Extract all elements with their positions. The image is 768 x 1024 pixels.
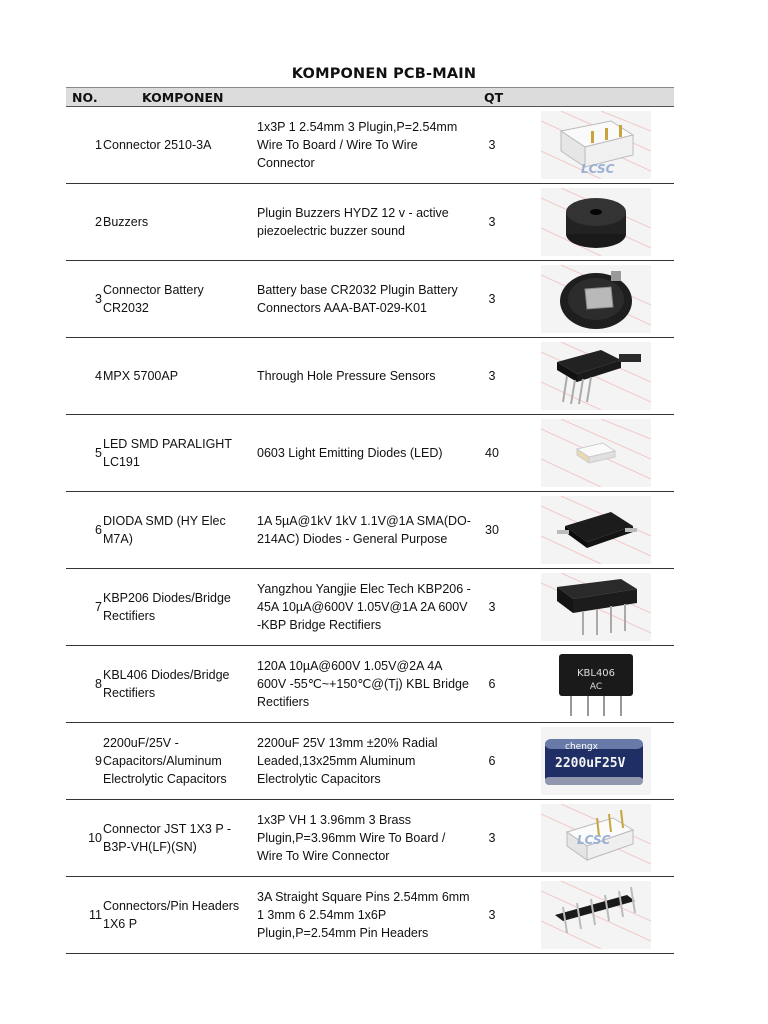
table-row (66, 800, 674, 877)
row-number: 5 (95, 446, 102, 460)
table-header (66, 87, 674, 107)
white-3pin-connector-icon (536, 107, 656, 183)
component-description: Through Hole Pressure Sensors (257, 369, 436, 383)
component-qty: 40 (485, 446, 499, 460)
component-qty: 3 (488, 292, 496, 306)
row-number: 10 (88, 831, 102, 845)
table-row (66, 646, 674, 723)
component-description: 0603 Light Emitting Diodes (LED) (257, 446, 443, 460)
component-name: LED SMD PARALIGHT LC191 (103, 437, 232, 469)
table-row (66, 184, 674, 261)
row-number: 11 (89, 908, 102, 922)
row-number: 2 (95, 215, 102, 229)
header-komponen: KOMPONEN (142, 90, 224, 105)
header-qt: QT (484, 90, 504, 105)
component-name: Connector Battery CR2032 (103, 283, 204, 315)
component-description: 1A 5µA@1kV 1kV 1.1V@1A SMA(DO-214AC) Diodes - General Purpose (257, 514, 471, 546)
component-qty: 3 (488, 831, 496, 845)
lcsc-watermark: LCSC (581, 162, 615, 176)
component-qty: 6 (488, 677, 496, 691)
table-row (66, 107, 674, 184)
black-buzzer-icon (536, 184, 656, 260)
component-qty: 30 (485, 523, 499, 537)
component-description: 120A 10µA@600V 1.05V@2A 4A 600V -55℃~+150℃@(Tj) KBL Bridge Rectifiers (257, 659, 469, 709)
kbl-bridge-rectifier-icon (536, 646, 656, 722)
table-row (66, 723, 674, 800)
component-description: Plugin Buzzers HYDZ 12 v - active piezoelectric buzzer sound (257, 206, 449, 238)
component-name: MPX 5700AP (103, 369, 179, 383)
component-name: Connector 2510-3A (103, 138, 212, 152)
row-number: 1 (95, 138, 102, 152)
component-name: Buzzers (103, 215, 149, 229)
row-number: 4 (95, 369, 102, 383)
row-number: 6 (95, 523, 102, 537)
pin-header-icon (536, 877, 656, 953)
table-row (66, 261, 674, 338)
component-description: 2200uF 25V 13mm ±20% Radial Leaded,13x25mm Aluminum Electrolytic Capacitors (257, 736, 438, 786)
jst-connector-icon (536, 800, 656, 876)
component-qty: 3 (488, 600, 496, 614)
component-name: KBP206 Diodes/Bridge Rectifiers (103, 591, 231, 623)
component-qty: 3 (488, 369, 496, 383)
component-description: 3A Straight Square Pins 2.54mm 6mm 1 3mm 6 2.54mm 1x6P Plugin,P=2.54mm Pin Headers (257, 890, 470, 940)
electrolytic-capacitor-icon (536, 723, 656, 799)
component-name: KBL406 Diodes/Bridge Rectifiers (103, 668, 230, 700)
coin-battery-holder-icon (536, 261, 656, 337)
component-qty: 3 (488, 908, 496, 922)
page-title: KOMPONEN PCB-MAIN (291, 66, 477, 82)
component-description: Yangzhou Yangjie Elec Tech KBP206 - 45A 10µA@600V 1.05V@1A 2A 600V -KBP Bridge Rectifiers (257, 582, 471, 632)
row-number: 7 (95, 600, 102, 614)
lcsc-watermark: LCSC (577, 833, 611, 847)
ac-label: AC (589, 682, 603, 692)
table-row (66, 415, 674, 492)
component-name: Connector JST 1X3 P - B3P-VH(LF)(SN) (103, 822, 232, 854)
capacitor-value: 2200uF25V (555, 756, 626, 771)
component-name: Connectors/Pin Headers 1X6 P (103, 899, 240, 931)
row-number: 8 (95, 677, 102, 691)
table-row (66, 877, 674, 954)
component-description: Battery base CR2032 Plugin Battery Connectors AAA-BAT-029-K01 (257, 283, 458, 315)
component-name: DIODA SMD (HY Elec M7A) (103, 514, 226, 546)
component-qty: 6 (488, 754, 496, 768)
table-row (66, 569, 674, 646)
smd-led-icon (536, 415, 656, 491)
smd-diode-icon (536, 492, 656, 568)
capacitor-brand: chengx (565, 742, 598, 752)
component-qty: 3 (488, 215, 496, 229)
table-row (66, 338, 674, 415)
table-row (66, 492, 674, 569)
header-no: NO. (72, 90, 98, 105)
row-number: 3 (95, 292, 102, 306)
component-qty: 3 (488, 138, 496, 152)
kbp-bridge-rectifier-icon (536, 569, 656, 645)
kbl-label: KBL406 (576, 668, 616, 679)
pressure-sensor-icon (536, 338, 656, 414)
component-description: 1x3P VH 1 3.96mm 3 Brass Plugin,P=3.96mm Wire To Board / Wire To Wire Connector (257, 813, 446, 863)
row-number: 9 (95, 754, 102, 768)
component-name: 2200uF/25V - Capacitors/Aluminum Electrolytic Capacitors (103, 736, 227, 786)
component-description: 1x3P 1 2.54mm 3 Plugin,P=2.54mm Wire To Board / Wire To Wire Connector (257, 120, 458, 170)
